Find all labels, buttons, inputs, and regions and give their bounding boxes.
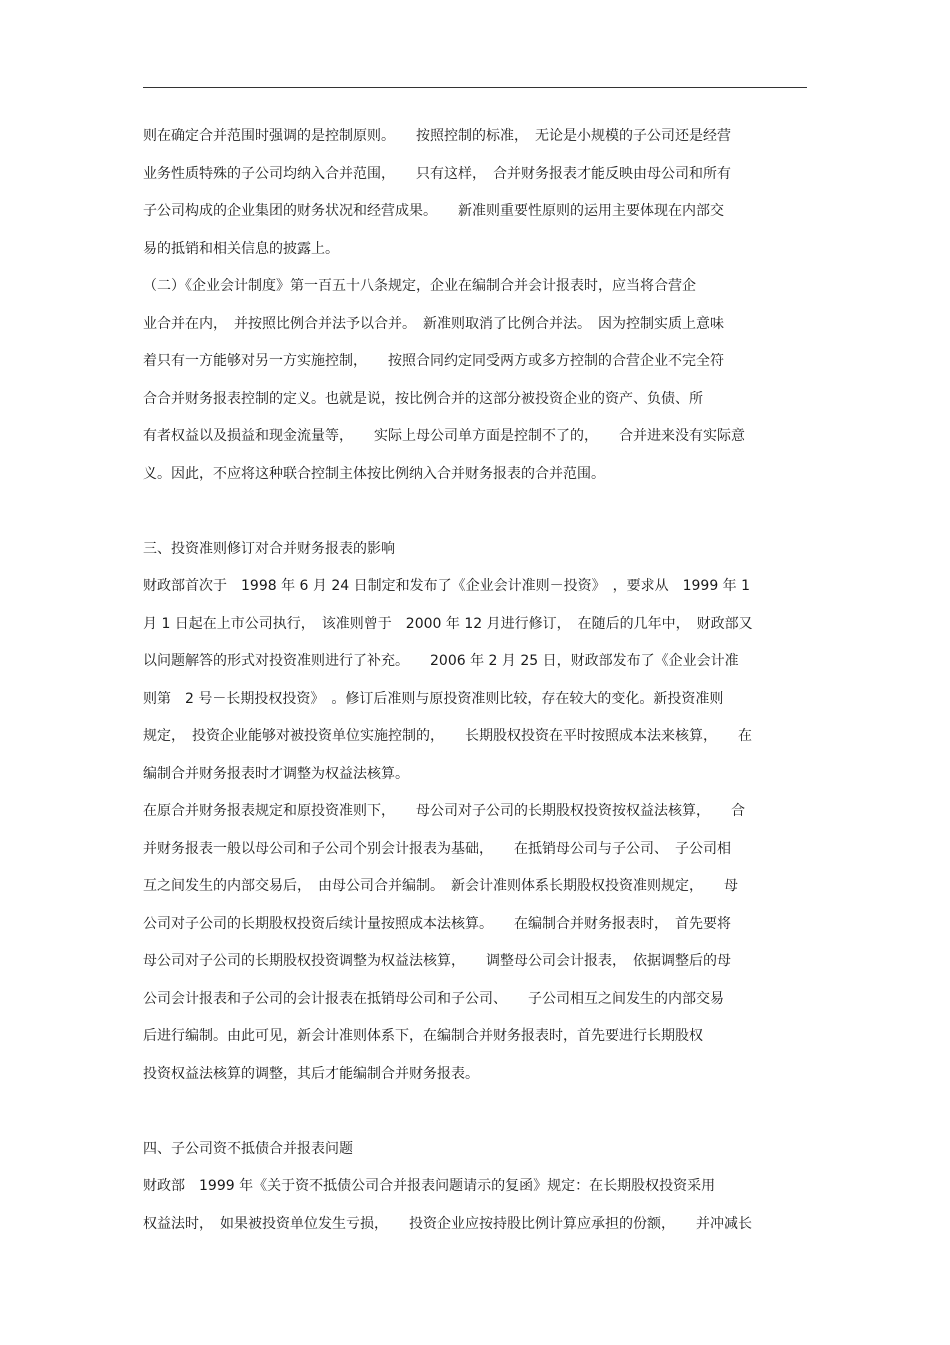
- text-line: 母公司对子公司的长期股权投资调整为权益法核算， 调整母公司会计报表， 依据调整后的母: [143, 953, 731, 969]
- text-line: 着只有一方能够对另一方实施控制， 按照合同约定同受两方或多方控制的合营企业不完全符: [143, 353, 724, 369]
- text-line: 权益法时， 如果被投资单位发生亏损， 投资企业应按持股比例计算应承担的份额， 并冲减长: [143, 1215, 752, 1232]
- text-line: 则第 2 号－长期投权投资》 。修订后准则与原投资准则比较，存在较大的变化。新投资准则: [143, 690, 724, 707]
- document-body: [143, 118, 807, 1243]
- paragraph: [143, 1168, 807, 1243]
- paragraph: [143, 268, 807, 493]
- paragraph: [143, 793, 807, 1093]
- text-line: 合合并财务报表控制的定义。也就是说，按比例合并的这部分被投资企业的资产、负债、所: [143, 390, 703, 407]
- text-line: 公司对子公司的长期股权投资后续计量按照成本法核算。 在编制合并财务报表时， 首先要将: [143, 915, 731, 932]
- paragraph: [143, 118, 807, 268]
- paragraph: [143, 568, 807, 793]
- paragraph-gap: [143, 493, 807, 531]
- text-line: 子公司构成的企业集团的财务状况和经营成果。 新准则重要性原则的运用主要体现在内部交: [143, 203, 724, 219]
- text-line: 财政部 1999 年《关于资不抵债公司合并报表问题请示的复函》规定：在长期股权投资采用: [143, 1178, 716, 1194]
- text-line: 业合并在内， 并按照比例合并法予以合并。 新准则取消了比例合并法。 因为控制实质上意味: [143, 315, 724, 332]
- text-line: 义。因此，不应将这种联合控制主体按比例纳入合并财务报表的合并范围。: [143, 465, 605, 482]
- text-line: 编制合并财务报表时才调整为权益法核算。: [143, 765, 409, 782]
- text-line: 财政部首次于 1998 年 6 月 24 日制定和发布了《企业会计准则－投资》 ，要求从 1999 年 1: [143, 578, 751, 594]
- text-line: 规定， 投资企业能够对被投资单位实施控制的， 长期股权投资在平时按照成本法来核算， 在: [143, 728, 752, 744]
- paragraph-gap: [143, 1093, 807, 1131]
- text-line: 易的抵销和相关信息的披露上。: [143, 240, 339, 257]
- text-line: 则在确定合并范围时强调的是控制原则。 按照控制的标准， 无论是小规模的子公司还是经营: [143, 128, 731, 144]
- header-rule: [143, 87, 807, 88]
- section-heading: 四、子公司资不抵债合并报表问题: [143, 1140, 353, 1157]
- text-line: 后进行编制。由此可见，新会计准则体系下，在编制合并财务报表时，首先要进行长期股权: [143, 1028, 703, 1044]
- section-heading: 三、投资准则修订对合并财务报表的影响: [143, 540, 395, 557]
- text-line: 投资权益法核算的调整，其后才能编制合并财务报表。: [143, 1065, 479, 1082]
- text-line: 以问题解答的形式对投资准则进行了补充。 2006 年 2 月 25 日，财政部发布了《企业会计准: [143, 653, 739, 669]
- text-line: 并财务报表一般以母公司和子公司个别会计报表为基础， 在抵销母公司与子公司、 子公司相: [143, 840, 731, 857]
- text-line: 公司会计报表和子公司的会计报表在抵销母公司和子公司、 子公司相互之间发生的内部交易: [143, 990, 724, 1007]
- text-line: 有者权益以及损益和现金流量等， 实际上母公司单方面是控制不了的， 合并进来没有实际意: [143, 428, 745, 444]
- text-line: 互之间发生的内部交易后， 由母公司合并编制。 新会计准则体系长期股权投资准则规定， 母: [143, 878, 738, 894]
- text-line: （二）《企业会计制度》第一百五十八条规定，企业在编制合并会计报表时，应当将合营企: [143, 278, 696, 294]
- text-line: 月 1 日起在上市公司执行， 该准则曾于 2000 年 12 月进行修订， 在随后的几年中， 财政部又: [143, 615, 753, 632]
- text-line: 业务性质特殊的子公司均纳入合并范围， 只有这样， 合并财务报表才能反映由母公司和所有: [143, 165, 731, 182]
- text-line: 在原合并财务报表规定和原投资准则下， 母公司对子公司的长期股权投资按权益法核算， 合: [143, 803, 745, 819]
